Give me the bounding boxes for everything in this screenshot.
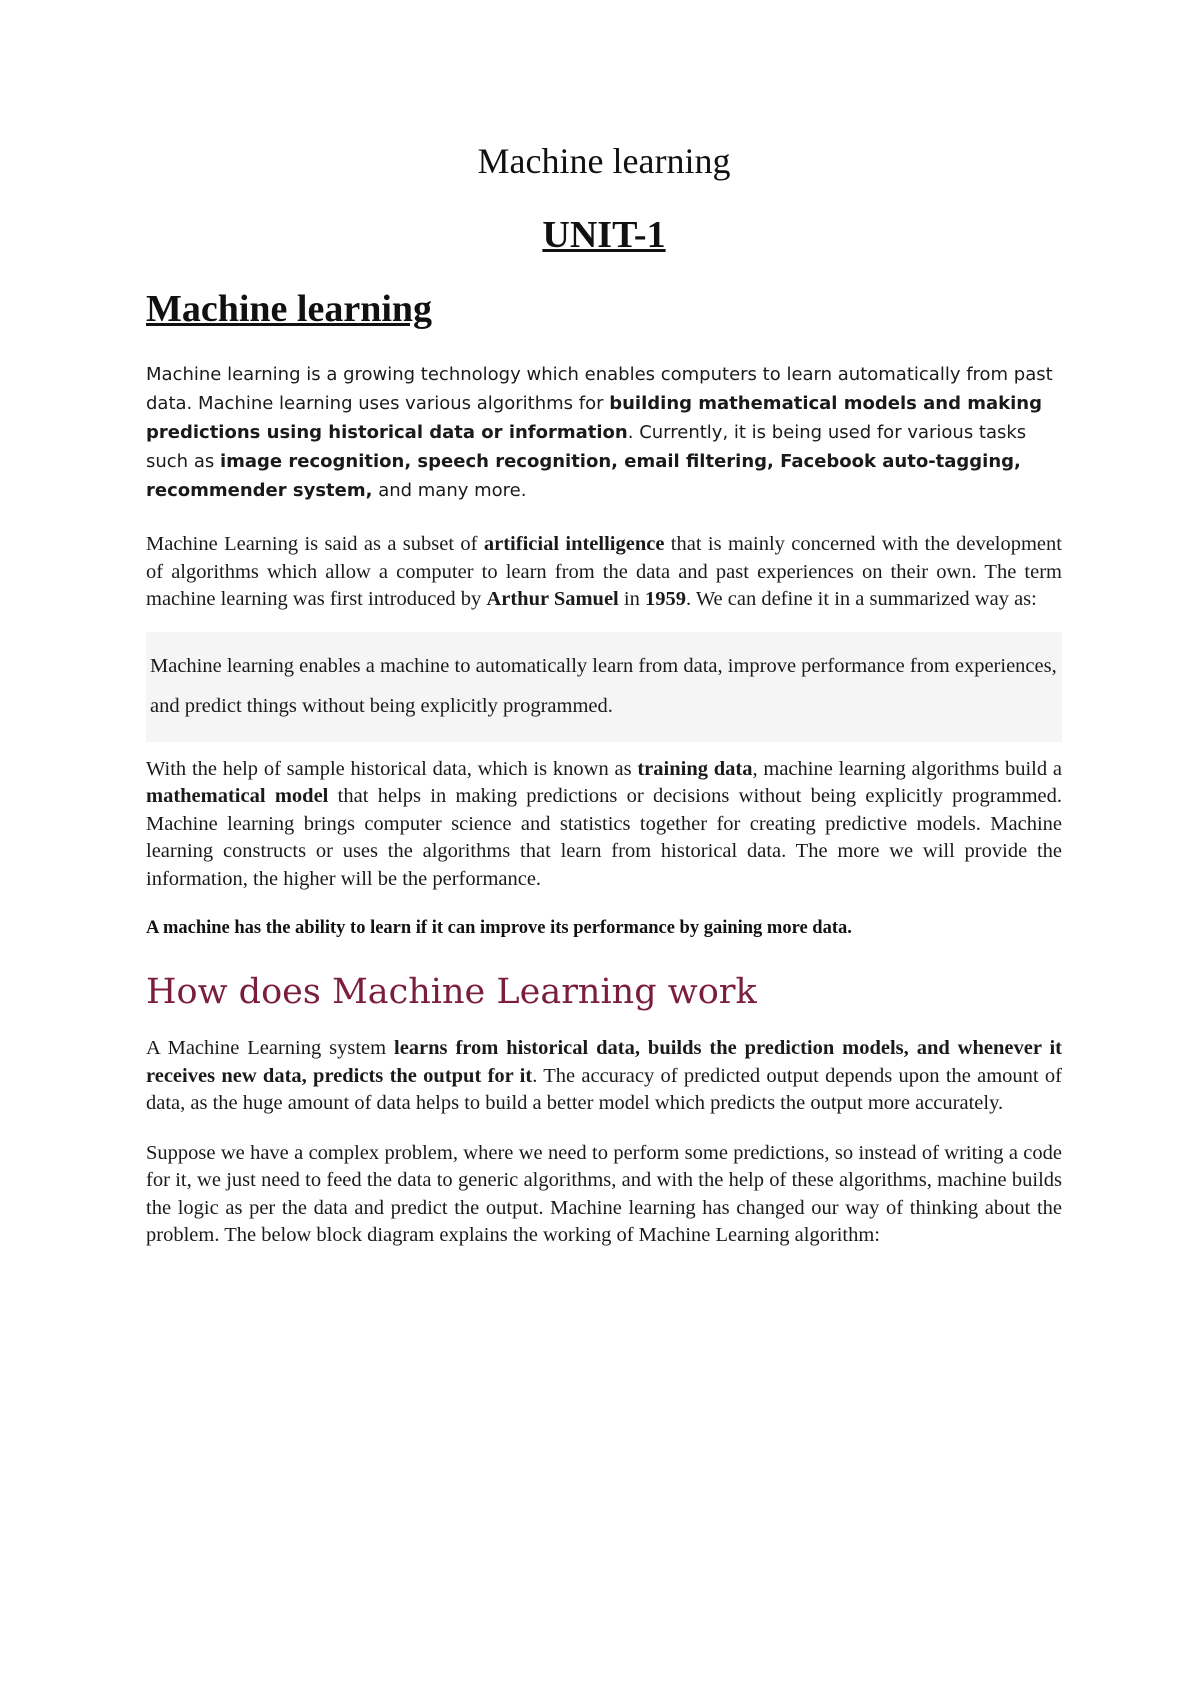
subset-paragraph <box>146 531 1062 614</box>
subset-bold-2: Arthur Samuel <box>486 588 619 611</box>
suppose-paragraph: Suppose we have a complex problem, where we need to perform some predictions, so instead of writing a code for it, we just need to feed the data to generic algorithms, and with the help of these algorithms, machine builds the logic as per the data and predict the output. Machine learning has changed our way of thinking about the problem. The below block diagram explains the working of Machine Learning algorithm: <box>146 1141 1062 1247</box>
how-bold-1: learns from historical data, builds the prediction models, and whenever it receives new data, predicts the output for it <box>146 1037 1062 1087</box>
how-heading: How does Machine Learning work <box>146 972 757 1013</box>
section-heading: Machine learning <box>146 287 433 330</box>
training-paragraph <box>146 756 1062 894</box>
training-text-1: With the help of sample historical data, which is known as <box>146 757 638 780</box>
subset-bold-1: artificial intelligence <box>483 533 665 556</box>
unit-heading: UNIT-1 <box>542 214 666 257</box>
intro-text-1: Machine learning is a growing technology which enables computers to learn automatically from past data. Machine learning uses various algorithms for <box>146 364 1053 415</box>
intro-bold-2: image recognition, speech recognition, email filtering, Facebook auto-tagging, recommender system, <box>146 451 1021 502</box>
intro-paragraph <box>146 360 1062 505</box>
intro-bold-1: building mathematical models and making predictions using historical data or information <box>146 393 1042 444</box>
subset-text-2: that is mainly concerned with the development of algorithms which allow a computer to learn from the data and past experiences on their own. The term machine learning was first introduced by <box>146 533 1062 611</box>
how-text-2: . The accuracy of predicted output depends upon the amount of data, as the huge amount of data helps to build a better model which predicts the output more accurately. <box>146 1064 1062 1115</box>
intro-text-3: and many more. <box>372 480 527 502</box>
training-text-3: that helps in making predictions or decisions without being explicitly programmed. Machine learning brings computer science and statistics together for creating predictive models. Machine learning constructs or uses the algorithms that learn from historical data. The more we will provide the information, the higher will be the performance. <box>146 785 1062 890</box>
document-content <box>146 140 1062 1250</box>
how-paragraph <box>146 1035 1062 1118</box>
training-text-2: , machine learning algorithms build a <box>752 757 1062 780</box>
subset-text-4: . We can define it in a summarized way as: <box>685 588 1037 611</box>
subset-text-1: Machine Learning is said as a subset of <box>146 533 484 556</box>
subset-bold-3: 1959 <box>644 588 686 611</box>
subset-text-3: in <box>618 588 645 611</box>
training-bold-1: training data <box>637 757 753 780</box>
definition-quote: Machine learning enables a machine to automatically learn from data, improve performance from experiences, and predict things without being explicitly programmed. <box>146 632 1062 742</box>
training-bold-2: mathematical model <box>146 785 329 808</box>
document-title: Machine learning <box>477 141 731 181</box>
how-text-1: A Machine Learning system <box>146 1037 394 1060</box>
intro-text-2: . Currently, it is being used for various tasks such as <box>146 422 1027 473</box>
ability-statement: A machine has the ability to learn if it can improve its performance by gaining more data. <box>146 918 852 939</box>
